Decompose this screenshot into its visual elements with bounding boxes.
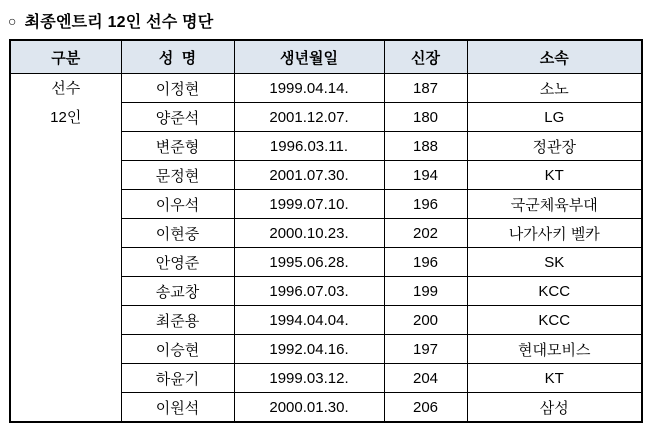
player-name: 이우석 — [121, 190, 234, 219]
player-height: 196 — [384, 248, 467, 277]
page-title — [8, 9, 648, 32]
group-line-2: 12인 — [50, 109, 82, 126]
player-team: 국군체육부대 — [467, 190, 642, 219]
player-name: 이승현 — [121, 335, 234, 364]
player-birthdate: 1996.07.03. — [234, 277, 384, 306]
player-name: 안영준 — [121, 248, 234, 277]
player-birthdate: 2000.10.23. — [234, 219, 384, 248]
group-line-1: 선수 — [51, 80, 81, 97]
player-birthdate: 1995.06.28. — [234, 248, 384, 277]
player-birthdate: 1994.04.04. — [234, 306, 384, 335]
player-team: 나가사키 벨카 — [467, 219, 642, 248]
player-team: KT — [467, 364, 642, 393]
group-cell — [10, 74, 121, 423]
col-header-category: 구분 — [10, 40, 121, 74]
player-birthdate: 2000.01.30. — [234, 393, 384, 423]
player-birthdate: 1999.03.12. — [234, 364, 384, 393]
player-name: 이원석 — [121, 393, 234, 423]
player-birthdate: 1999.04.14. — [234, 74, 384, 103]
player-name: 하윤기 — [121, 364, 234, 393]
player-birthdate: 2001.12.07. — [234, 103, 384, 132]
player-height: 200 — [384, 306, 467, 335]
col-header-height: 신장 — [384, 40, 467, 74]
player-birthdate: 1999.07.10. — [234, 190, 384, 219]
player-team: 소노 — [467, 74, 642, 103]
player-height: 206 — [384, 393, 467, 423]
circle-bullet-icon: ○ — [8, 12, 17, 29]
player-name: 양준석 — [121, 103, 234, 132]
col-header-team: 소속 — [467, 40, 642, 74]
player-name: 이현중 — [121, 219, 234, 248]
page-title-text: 최종엔트리 12인 선수 명단 — [24, 14, 214, 31]
player-name: 송교창 — [121, 277, 234, 306]
player-height: 196 — [384, 190, 467, 219]
player-height: 194 — [384, 161, 467, 190]
player-name: 이정현 — [121, 74, 234, 103]
player-height: 199 — [384, 277, 467, 306]
player-team: 삼성 — [467, 393, 642, 423]
col-header-birthdate: 생년월일 — [234, 40, 384, 74]
col-header-name: 성 명 — [121, 40, 234, 74]
player-team: LG — [467, 103, 642, 132]
player-team: KT — [467, 161, 642, 190]
player-team: 정관장 — [467, 132, 642, 161]
player-height: 180 — [384, 103, 467, 132]
player-birthdate: 1992.04.16. — [234, 335, 384, 364]
roster-table — [9, 39, 643, 423]
player-height: 197 — [384, 335, 467, 364]
player-birthdate: 2001.07.30. — [234, 161, 384, 190]
table-row — [10, 74, 642, 103]
header-row — [10, 40, 642, 74]
player-team: 현대모비스 — [467, 335, 642, 364]
player-team: KCC — [467, 277, 642, 306]
player-birthdate: 1996.03.11. — [234, 132, 384, 161]
player-height: 187 — [384, 74, 467, 103]
player-name: 최준용 — [121, 306, 234, 335]
player-height: 204 — [384, 364, 467, 393]
player-height: 188 — [384, 132, 467, 161]
player-team: KCC — [467, 306, 642, 335]
player-name: 변준형 — [121, 132, 234, 161]
player-height: 202 — [384, 219, 467, 248]
player-team: SK — [467, 248, 642, 277]
player-name: 문정현 — [121, 161, 234, 190]
